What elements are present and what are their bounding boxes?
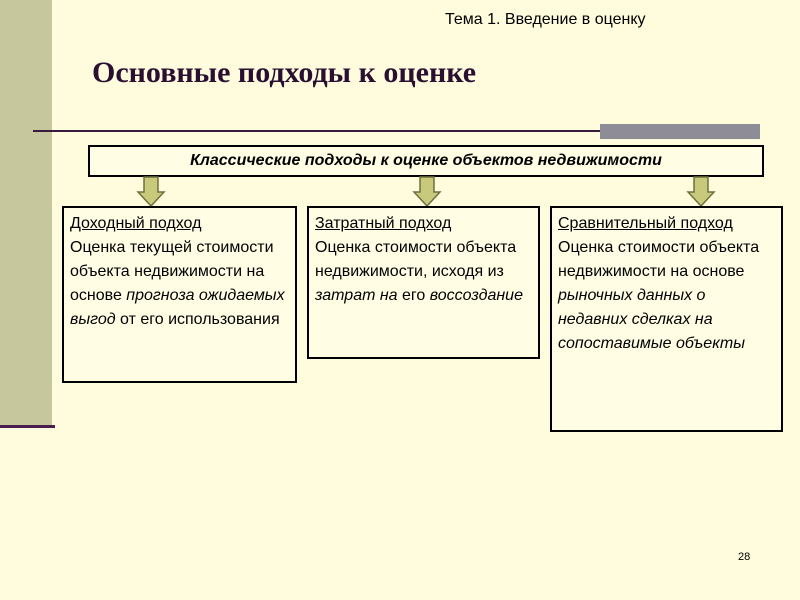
income-approach-card bbox=[62, 206, 297, 383]
down-arrow-icon bbox=[412, 176, 442, 208]
down-arrow-icon bbox=[686, 176, 716, 208]
title-divider bbox=[33, 130, 601, 132]
card-emphasis: воссоздание bbox=[429, 287, 523, 304]
left-decor-line bbox=[0, 425, 55, 428]
card-text: его bbox=[397, 287, 430, 304]
card-text: Оценка стоимости объекта недвижимости на основе bbox=[558, 239, 760, 280]
down-arrow-icon bbox=[136, 176, 166, 208]
left-decor-bar bbox=[0, 0, 52, 426]
card-emphasis: затрат на bbox=[315, 287, 398, 304]
card-text: Оценка текущей стоимости объекта недвижимости на основе bbox=[70, 239, 274, 304]
comparative-approach-card bbox=[550, 206, 783, 432]
card-heading: Сравнительный подход bbox=[558, 215, 733, 232]
page-number: 28 bbox=[738, 551, 751, 563]
card-heading: Затратный подход bbox=[315, 215, 452, 232]
topic-label: Тема 1. Введение в оценку bbox=[445, 11, 646, 28]
card-emphasis: прогноза ожидаемых выгод bbox=[70, 287, 285, 328]
divider-accent bbox=[600, 124, 760, 139]
card-emphasis: рыночных данных о недавних сделках на сопоставимые объекты bbox=[558, 287, 746, 352]
page-title: Основные подходы к оценке bbox=[92, 56, 477, 89]
card-heading: Доходный подход bbox=[70, 215, 202, 232]
cost-approach-card bbox=[307, 206, 540, 359]
card-text: от его использования bbox=[115, 311, 280, 328]
card-text: Оценка стоимости объекта недвижимости, исходя из bbox=[315, 239, 517, 280]
classic-approaches-box: Классические подходы к оценке объектов недвижимости bbox=[88, 145, 764, 177]
